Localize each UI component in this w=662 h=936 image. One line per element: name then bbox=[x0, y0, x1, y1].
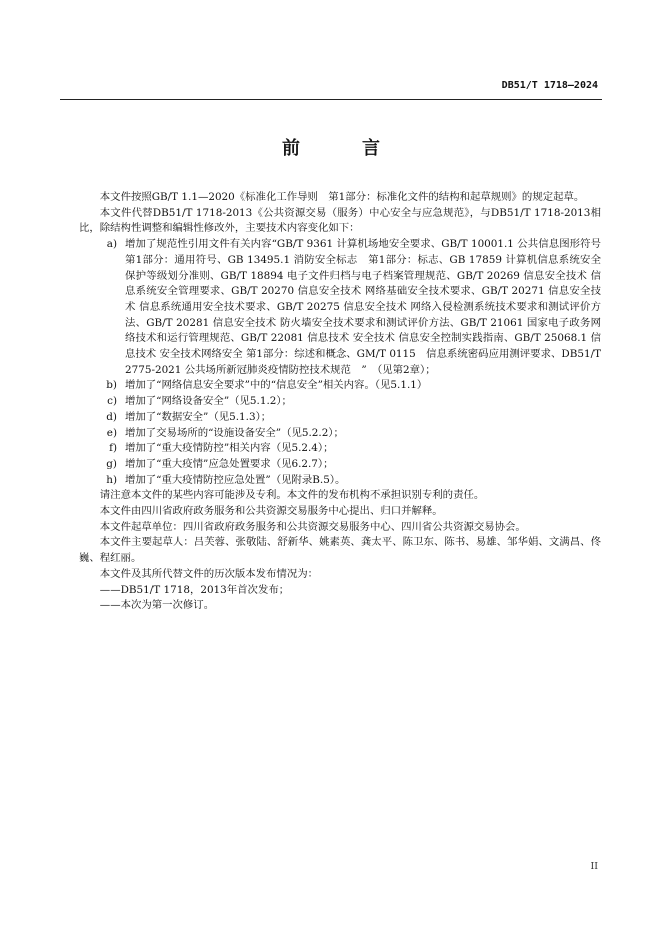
list-marker: g) bbox=[106, 457, 117, 470]
list-item-text: 增加了“重大疫情防控应急处置”（见附录B.5）。 bbox=[125, 473, 346, 486]
list-item-text: 增加了“重大疫情”应急处置要求（见6.2.7）； bbox=[125, 457, 334, 470]
foreword-body bbox=[79, 190, 601, 614]
page-number: II bbox=[590, 861, 598, 872]
list-marker: h) bbox=[106, 473, 117, 486]
list-item-text: 增加了“数据安全”（见5.1.3）； bbox=[125, 410, 272, 423]
list-item bbox=[79, 237, 601, 378]
history-intro: 本文件及其所代替文件的历次版本发布情况为： bbox=[99, 567, 318, 580]
drafters: 本文件主要起草人：吕芙蓉、张敬陆、舒新华、姚素英、龚太平、陈卫东、陈书、易雄、邹华娟、文满昌、佟巍、程红丽。 bbox=[79, 536, 601, 565]
replacement-paragraph: 本文件代替DB51/T 1718-2013《公共资源交易（服务）中心安全与应急规范》，与DB51/T 1718-2013相比，除结构性调整和编辑性修改外，主要技术内容变化如下： bbox=[79, 206, 601, 235]
history-item: ——DB51/T 1718，2013年首次发布； bbox=[99, 583, 290, 596]
list-item-text: 增加了“网络设备安全”（见5.1.2）； bbox=[125, 395, 292, 408]
list-item bbox=[79, 378, 601, 394]
list-marker: c) bbox=[107, 395, 117, 408]
list-item bbox=[79, 457, 601, 473]
proposer-statement: 本文件由四川省政府政务服务和公共资源交易服务中心提出、归口并解释。 bbox=[99, 505, 443, 518]
drafting-basis-paragraph: 本文件按照GB/T 1.1—2020《标准化工作导则 第1部分：标准化文件的结构和起草规则》的规定起草。 bbox=[99, 191, 585, 203]
drafting-units: 本文件起草单位：四川省政府政务服务和公共资源交易服务中心、四川省公共资源交易协会。 bbox=[99, 520, 526, 533]
list-item bbox=[79, 426, 601, 442]
changes-list bbox=[79, 237, 601, 488]
list-item-text: 增加了交易场所的“设施设备安全”（见5.2.2）； bbox=[125, 426, 344, 439]
document-id: DB51/T 1718—2024 bbox=[501, 80, 598, 91]
list-marker: a) bbox=[106, 238, 117, 251]
list-marker: b) bbox=[106, 379, 117, 392]
list-item bbox=[79, 473, 601, 489]
header-rule bbox=[60, 99, 602, 100]
list-marker: d) bbox=[106, 410, 117, 423]
list-marker: f) bbox=[109, 442, 117, 455]
list-item-text: 增加了“网络信息安全要求”中的“信息安全”相关内容。（见5.1.1） bbox=[125, 379, 428, 392]
patent-notice: 请注意本文件的某些内容可能涉及专利。本文件的发布机构不承担识别专利的责任。 bbox=[99, 489, 485, 502]
history-item: ——本次为第一次修订。 bbox=[99, 599, 215, 612]
page-title: 前 言 bbox=[282, 138, 402, 159]
list-item-text: 增加了规范性引用文件有关内容“GB/T 9361 计算机场地安全要求、GB/T 10001.1 公共信息图形符号 第1部分：通用符号、GB 13495.1 消防安全标志 第1部分：标志、GB 17859 计算机信息系统安全保护等级划分准则、GB/T 18894 电子文件归档与电子档案管理规范、GB/T 20269 信息安全技术 信息系统安全管理要求、GB/T 20270 信息安全技术 网络基础安全技术要求、GB/T 20271 信息安全技术 信息系统通用安全技术要求、GB/T 20275 信息安全技术 网络入侵检测系统技术要求和测试评价方法、GB/T 20281 信息安全技术 防火墙安全技术要求和测试评价方法、GB/T 21061 国家电子政务网络技术和运行管理规范、GB/T 22081 信息技术 安全技术 信息安全控制实践指南、GB/T 25068.1 信息技术 安全技术网络安全 第1部分：综述和概念、GM/T 0115 信息系统密码应用测评要求、DB51/T 2775-2021 公共场所新冠肺炎疫情防控技术规范 ” （见第2章）； bbox=[125, 238, 601, 376]
list-item bbox=[79, 394, 601, 410]
list-item bbox=[79, 441, 601, 457]
list-marker: e) bbox=[106, 426, 117, 439]
list-item bbox=[79, 410, 601, 426]
list-item-text: 增加了“重大疫情防控”相关内容（见5.2.4）； bbox=[125, 442, 334, 455]
